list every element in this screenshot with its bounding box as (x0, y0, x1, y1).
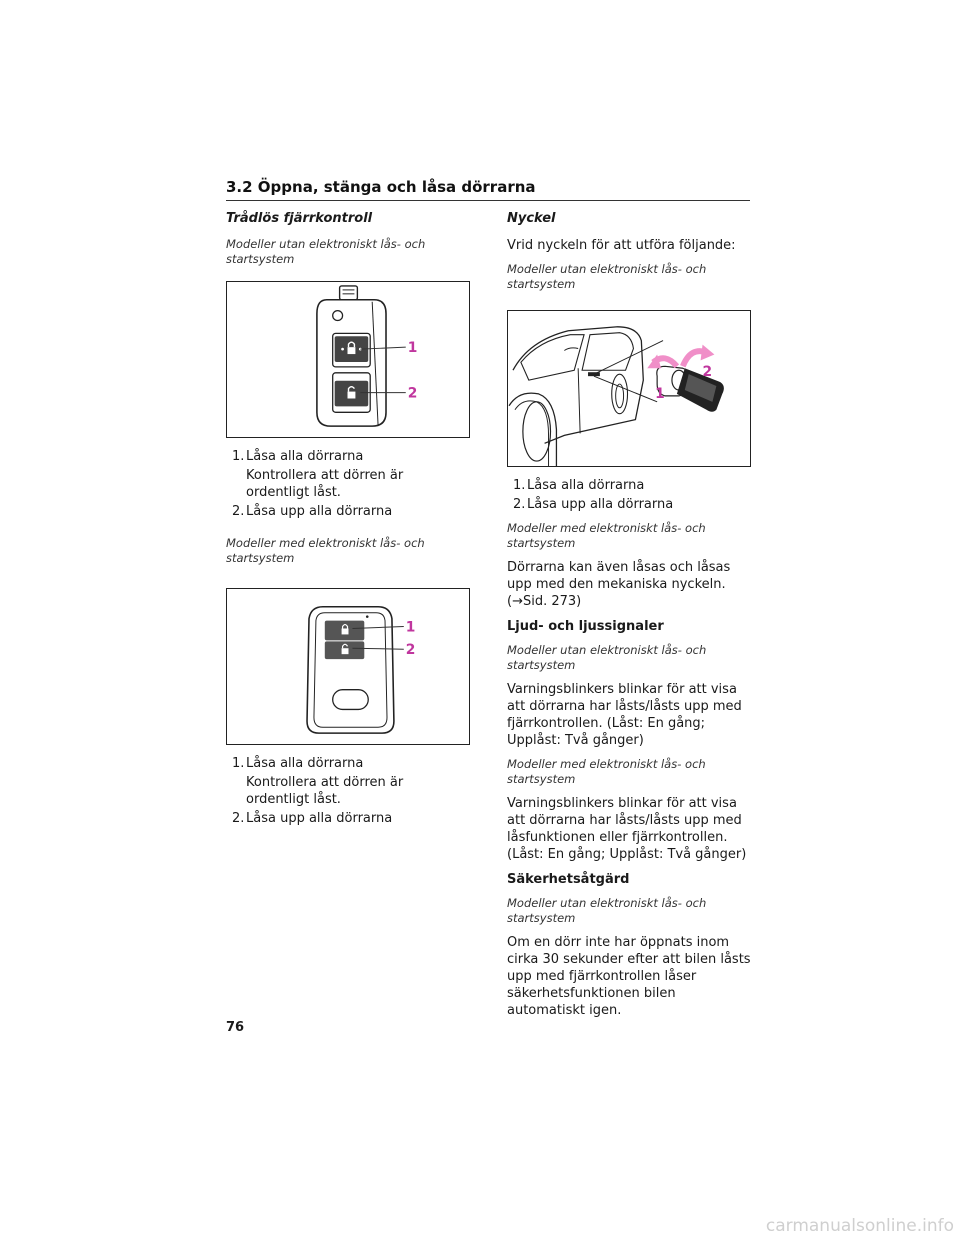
step-number: 2. (232, 811, 245, 826)
signals-text-2: Varningsblinkers blinkar för att visa att dörrarna har låsts/låsts upp med låsfunktionen eller fjärrkontrollen. (Låst: En gång; Upplåst: Två gånger) (507, 796, 747, 862)
steps-list-key (507, 477, 751, 513)
step-text: Låsa alla dörrarna (246, 449, 364, 464)
step-text: Låsa upp alla dörrarna (246, 504, 393, 519)
smart-key-illustration (227, 589, 469, 744)
step-number: 2. (232, 504, 245, 519)
step-number: 2. (513, 497, 526, 512)
signals-text-1: Varningsblinkers blinkar för att visa att dörrarna har låsts/låsts upp med fjärrkontrollen. (Låst: En gång; Upplåst: Två gånger) (507, 682, 742, 748)
note-without-smart-key: Modeller utan elektroniskt lås- och startsystem (507, 643, 707, 672)
section-title-security: Säkerhetsåtgärd (507, 872, 630, 887)
section-title-remote: Trådlös fjärrkontroll (226, 211, 373, 226)
right-column (507, 210, 751, 1027)
list-item (226, 755, 470, 808)
step-text: Låsa alla dörrarna (246, 756, 364, 771)
mechanical-key-text: Dörrarna kan även låsas och låsas upp med den mekaniska nyckeln. (→Sid. 273) (507, 560, 731, 609)
remote-key-illustration-1 (227, 282, 469, 437)
step-text: Låsa upp alla dörrarna (246, 811, 393, 826)
section-title-key: Nyckel (507, 211, 556, 226)
step-number: 1. (513, 478, 526, 493)
step-text: Låsa alla dörrarna (527, 478, 645, 493)
step-text: Låsa upp alla dörrarna (527, 497, 674, 512)
callout-2: 2 (702, 364, 713, 381)
list-item (507, 496, 751, 513)
list-item (507, 477, 751, 494)
car-door-key-illustration (508, 311, 750, 466)
steps-list-1 (226, 448, 470, 520)
list-item (226, 448, 470, 501)
step-subtext: Kontrollera att dörren är ordentligt låst. (246, 468, 404, 500)
key-intro: Vrid nyckeln för att utföra följande: (507, 238, 736, 253)
security-text: Om en dörr inte har öppnats inom cirka 30 sekunder efter att bilen låsts upp med fjärrkontrollen låser säkerhetsfunktionen bilen automatiskt igen. (507, 935, 751, 1018)
remote-key-figure-1 (226, 281, 470, 438)
callout-2: 2 (405, 642, 416, 659)
note-without-smart-key: Modeller utan elektroniskt lås- och startsystem (507, 896, 707, 925)
callout-2: 2 (407, 385, 418, 402)
remote-key-figure-2 (226, 588, 470, 745)
step-subtext: Kontrollera att dörren är ordentligt låst. (246, 775, 404, 807)
callout-1: 1 (405, 619, 416, 636)
list-item (226, 503, 470, 520)
note-with-smart-key: Modeller med elektroniskt lås- och startsystem (507, 757, 706, 786)
callout-1: 1 (407, 340, 418, 357)
section-title-signals: Ljud- och ljussignaler (507, 619, 664, 634)
note-with-smart-key: Modeller med elektroniskt lås- och startsystem (226, 536, 425, 565)
left-column (226, 210, 470, 835)
watermark: carmanualsonline.info (765, 1216, 954, 1236)
steps-list-2 (226, 755, 470, 827)
list-item (226, 810, 470, 827)
car-door-key-figure (507, 310, 751, 467)
step-number: 1. (232, 449, 245, 464)
step-number: 1. (232, 756, 245, 771)
callout-1: 1 (655, 385, 665, 402)
note-with-smart-key: Modeller med elektroniskt lås- och startsystem (507, 521, 706, 550)
note-without-smart-key: Modeller utan elektroniskt lås- och startsystem (507, 262, 707, 291)
page-header: 3.2 Öppna, stänga och låsa dörrarna (226, 178, 750, 201)
note-without-smart-key: Modeller utan elektroniskt lås- och startsystem (226, 237, 426, 266)
page-number: 76 (226, 1020, 245, 1035)
